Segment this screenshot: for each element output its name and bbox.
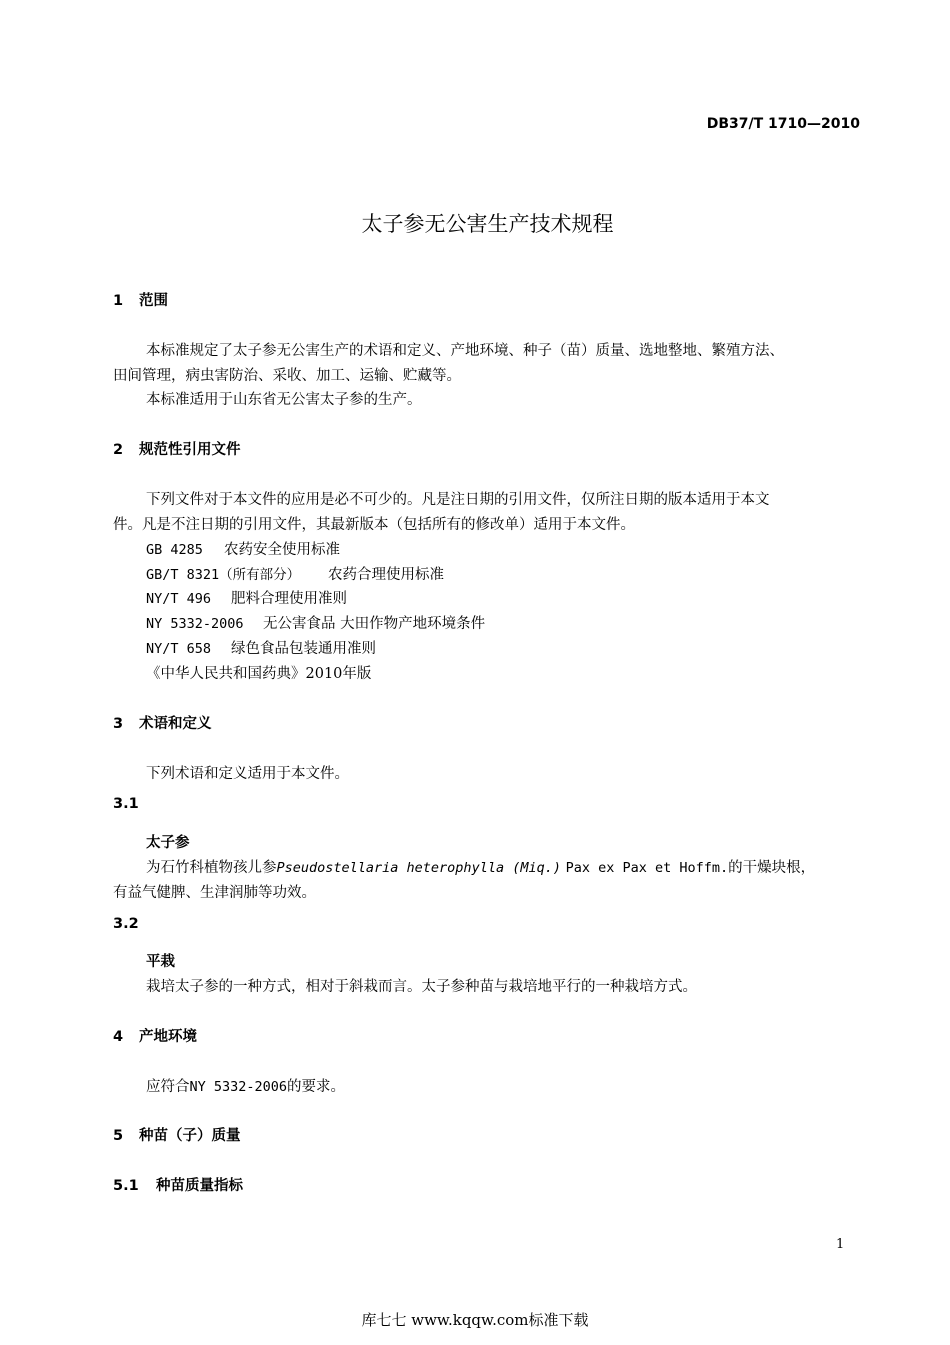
- term-number: 3.2: [113, 916, 139, 932]
- term-definition: [146, 856, 815, 877]
- reference-title: 农药合理使用标准: [328, 567, 444, 583]
- reference-item: [146, 587, 347, 608]
- section-number: 5.1: [113, 1178, 139, 1194]
- section-title: 术语和定义: [139, 716, 212, 732]
- section-1-heading: [113, 289, 168, 310]
- latin-name: Pseudostellaria heterophylla (Miq.): [276, 860, 561, 876]
- reference-code: NY/T 658: [146, 641, 212, 657]
- reference-title: 肥料合理使用准则: [231, 591, 347, 607]
- paragraph: 本标准规定了太子参无公害生产的术语和定义、产地环境、种子（苗）质量、选地整地、繁殖方法、: [146, 343, 784, 359]
- paragraph-continued: 件。凡是不注日期的引用文件，其最新版本（包括所有的修改单）适用于本文件。: [113, 517, 635, 533]
- paragraph: 本标准适用于山东省无公害太子参的生产。: [146, 392, 422, 408]
- paragraph-continued: 田间管理，病虫害防治、采收、加工、运输、贮藏等。: [113, 368, 461, 384]
- term-definition-continued: 有益气健脾、生津润肺等功效。: [113, 885, 316, 901]
- reference-code: NY 5332-2006: [146, 616, 244, 632]
- reference-code: GB 4285: [146, 542, 203, 558]
- standard-ref: NY 5332-2006: [189, 1079, 288, 1095]
- paragraph: 下列文件对于本文件的应用是必不可少的。凡是注日期的引用文件，仅所注日期的版本适用于本文: [146, 492, 770, 508]
- paragraph: [146, 1075, 345, 1096]
- section-title: 产地环境: [139, 1029, 197, 1045]
- section-number: 5: [113, 1128, 124, 1144]
- section-title: 种苗（子）质量: [139, 1128, 241, 1144]
- section-5-heading: [113, 1124, 241, 1145]
- reference-item-pharmacopoeia: 《中华人民共和国药典》2010年版: [146, 666, 372, 682]
- latin-author: Pax ex Pax et Hoffm.: [565, 860, 729, 876]
- section-3-heading: [113, 712, 212, 733]
- term-name: 太子参: [146, 835, 190, 851]
- section-title: 范围: [139, 293, 168, 309]
- section-number: 1: [113, 293, 124, 309]
- reference-title: 绿色食品包装通用准则: [231, 641, 376, 657]
- reference-code: GB/T 8321（所有部分）: [146, 567, 301, 583]
- footer-watermark: 库七七 www.kqqw.com标准下载: [361, 1311, 589, 1329]
- reference-item: [146, 612, 485, 633]
- paragraph: 下列术语和定义适用于本文件。: [146, 766, 349, 782]
- reference-title: 农药安全使用标准: [224, 542, 340, 558]
- section-5-1-heading: [113, 1174, 243, 1195]
- term-name: 平栽: [146, 954, 175, 970]
- section-2-heading: [113, 438, 241, 459]
- section-number: 2: [113, 442, 124, 458]
- definition-text: 为石竹科植物孩儿参: [146, 860, 277, 876]
- page-number: 1: [836, 1237, 845, 1252]
- definition-text: 的干燥块根，: [728, 860, 816, 876]
- section-4-heading: [113, 1025, 197, 1046]
- paragraph-text: 应符合: [146, 1079, 190, 1095]
- section-number: 3: [113, 716, 124, 732]
- paragraph-text: 的要求。: [287, 1079, 346, 1095]
- section-number: 4: [113, 1029, 124, 1045]
- reference-item: [146, 637, 376, 658]
- reference-item: [146, 538, 340, 559]
- reference-item: [146, 563, 444, 584]
- term-number: 3.1: [113, 796, 139, 812]
- section-title: 种苗质量指标: [156, 1178, 243, 1194]
- page-title: 太子参无公害生产技术规程: [361, 212, 614, 236]
- section-title: 规范性引用文件: [139, 442, 241, 458]
- term-definition: 栽培太子参的一种方式，相对于斜栽而言。太子参种苗与栽培地平行的一种栽培方式。: [146, 979, 697, 995]
- reference-code: NY/T 496: [146, 591, 212, 607]
- standard-code: DB37/T 1710—2010: [706, 116, 860, 132]
- reference-title: 无公害食品 大田作物产地环境条件: [263, 616, 486, 632]
